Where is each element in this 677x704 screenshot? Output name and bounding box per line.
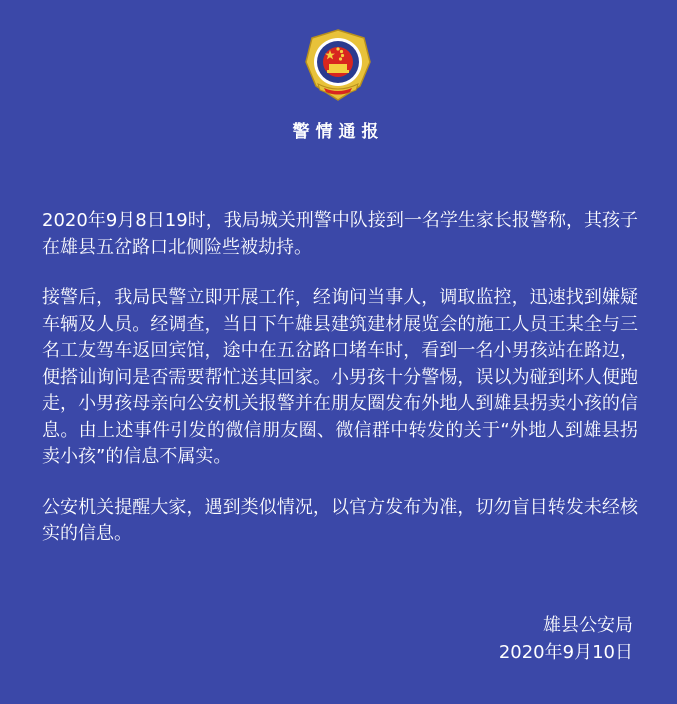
- page-title: 警情通报: [292, 122, 385, 142]
- notice-body: [42, 208, 638, 572]
- paragraph-3: 公安机关提醒大家，遇到类似情况，以官方发布为准，切勿盲目转发未经核实的信息。: [42, 496, 638, 544]
- signature-date: 2020年9月10日: [498, 642, 633, 663]
- paragraph-2: 接警后，我局民警立即开展工作，经询问当事人，调取监控，迅速找到嫌疑车辆及人员。经调查，当日下午雄县建筑建材展览会的施工人员王某全与三名工友驾车返回宾馆，途中在五岔路口堵车时，看到一名小男孩站在路边，便搭讪询问是否需要帮忙送其回家。小男孩十分警惕，误以为碰到坏人便跑走，小男孩母亲向公安机关报警并在朋友圈发布外地人到雄县拐卖小孩的信息。由上述事件引发的微信朋友圈、微信群中转发的关于“外地人到雄县拐卖小孩”的信息不属实。: [42, 287, 638, 467]
- signature-org: 雄县公安局: [543, 615, 633, 636]
- paragraph-1: 2020年9月8日19时，我局城关刑警中队接到一名学生家长报警称，其孩子在雄县五岔路口北侧险些被劫持。: [42, 210, 638, 258]
- police-emblem-icon: [300, 28, 376, 102]
- signature-block: [499, 612, 633, 666]
